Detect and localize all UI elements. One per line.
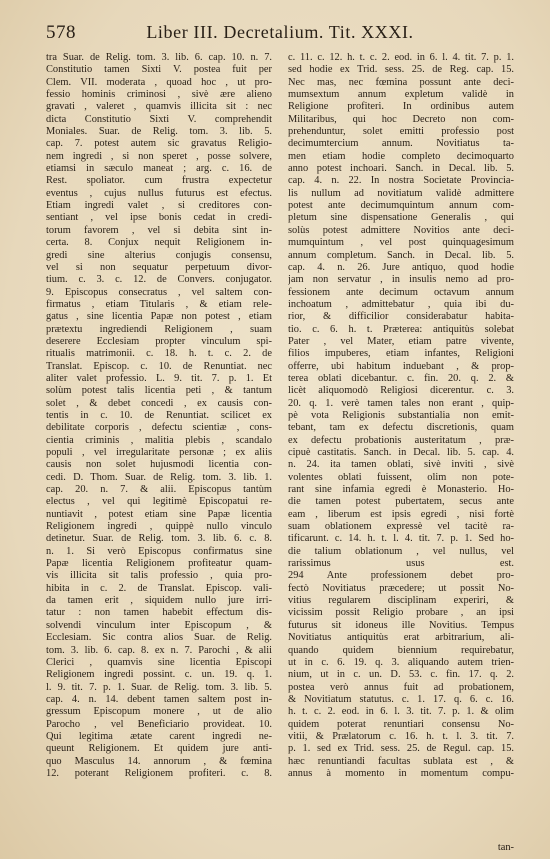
text-line: certa. 8. Conjux nequit Religionem in- xyxy=(46,237,272,249)
text-line: volentes oblati fuissent, olim non pote- xyxy=(288,471,514,483)
page-header xyxy=(46,22,514,46)
text-line: annum completum. Sanch. in Decal. lib. 5. xyxy=(288,249,514,261)
text-line: hæc renuntiandi facultas sublata est , & xyxy=(288,755,514,767)
text-line: 20. q. 1. verè tamen tales non erant , quip- xyxy=(288,397,514,409)
text-line: p. 1. sed ex Trid. sess. 25. de Regul. cap. 15. xyxy=(288,743,514,755)
text-line: sed hodie ex Trid. sess. 25. de Reg. cap. 15. xyxy=(288,64,514,76)
text-line: Clerici , quamvis sine licentia Episcopi xyxy=(46,656,272,668)
text-line: inchoatum , admittebatur , quia ibi du- xyxy=(288,298,514,310)
text-line: electus , vel qui legitimè Episcopatui re- xyxy=(46,496,272,508)
text-line: mumsextum annum expletum validè in xyxy=(288,89,514,101)
text-line: cedi. D. Thom. Suar. de Relig. tom. 3. lib. 1. xyxy=(46,471,272,483)
text-line: cap. 7. potest autem sic gravatus Religio- xyxy=(46,138,272,150)
text-line: Moniales. Suar. de Relig. tom. 3. lib. 5. xyxy=(46,126,272,138)
running-title: Liber III. Decretalium. Tit. XXXI. xyxy=(146,22,414,42)
text-line: deserere Ecclesiam propter vinculum spi- xyxy=(46,335,272,347)
text-line: Clem. VII. moderata , quoad hoc , ut pro- xyxy=(46,76,272,88)
text-line: ex defectu probationis austeritatum , præ- xyxy=(288,434,514,446)
text-line: anno potest inchoari. Sanch. in Decal. lib. 5. xyxy=(288,163,514,175)
text-line: quando quidem biennium requirebatur, xyxy=(288,644,514,656)
text-line: futurus sit idoneus ille Novitius. Tempus xyxy=(288,619,514,631)
text-line: ut in c. 6. 19. q. 3. aliquando autem trien- xyxy=(288,656,514,668)
text-line: pè vota Religionis substantialia non emit- xyxy=(288,409,514,421)
text-line: rant sine infamia egredi è Monasterio. Ho- xyxy=(288,484,514,496)
text-line: Religionem ingredi , quippè nullo vinculo xyxy=(46,521,272,533)
text-line: debilitate corporis , defectu scientiæ , cons- xyxy=(46,422,272,434)
text-line: Etiam ingredi valet , si creditores con- xyxy=(46,200,272,212)
text-line: solùm potest talis licentia peti , & tantum xyxy=(46,385,272,397)
text-line: vel si non sequatur perpetuum divor- xyxy=(46,261,272,273)
text-line: torum favorem , vel si debita sint in- xyxy=(46,224,272,236)
text-line: populi , vel irregularitate personæ ; ex aliis xyxy=(46,447,272,458)
text-line: etiamsi in sæculo maneat ; arg. c. 16. de xyxy=(46,163,272,175)
text-line: Nec mas, nec fœmina possunt ante deci- xyxy=(288,76,514,88)
text-line: Parocho , vel Beneficiario provideat. 10. xyxy=(46,718,272,730)
text-line: causis non solet hujusmodi licentia con- xyxy=(46,459,272,471)
text-line: prehenduntur, solet emitti professio post xyxy=(288,126,514,138)
text-line: gatus , sine licentia Papæ non potest , etiam xyxy=(46,311,272,323)
text-line: vis illicita sit talis professio , quia pro- xyxy=(46,570,272,582)
text-line: jam non servatur , in insulis nemo ad pro- xyxy=(288,274,514,286)
text-line: fessio hominis criminosi , sivè ære alieno xyxy=(46,89,272,101)
text-line: prætextu ingrediendi Religionem , suam xyxy=(46,323,272,335)
text-line: 12. poterant Religionem profiteri. c. 8. xyxy=(46,767,272,779)
text-line: gravati , valeret , quamvis illicita sit : nec xyxy=(46,101,272,113)
text-line: Novitiatus antiquitùs erat arbitrarium, ali- xyxy=(288,632,514,644)
text-line: sentiant , vel ipse bonis cedat in credi- xyxy=(46,212,272,224)
text-line: 9. Episcopus consecratus , vel saltem con- xyxy=(46,286,272,298)
text-line: suam oblationem expressè vel tacitè ra- xyxy=(288,521,514,533)
text-line: postea verò annus fuit ad probationem, xyxy=(288,681,514,693)
text-line: potest ante decimumquintum annum com- xyxy=(288,200,514,212)
text-line: solet , & debet concedi , ex causis con- xyxy=(46,397,272,409)
text-line: detinetur. Suar. de Relig. tom. 3. lib. 6. c. 8. xyxy=(46,533,272,545)
text-line: men etiam hodie completo decimoquarto xyxy=(288,150,514,162)
text-line: rior, & difficilior considerabatur habita- xyxy=(288,311,514,323)
text-line: Rest. spoliator. cum frustra expectetur xyxy=(46,175,272,187)
text-line: Papæ licentia Religionem profiteatur quam- xyxy=(46,558,272,570)
text-line: tom. 3. lib. 6. cap. 8. ex n. 7. Parochi , & alii xyxy=(46,644,272,656)
text-line: Religione profiteri. In ordinibus autem xyxy=(288,101,514,113)
text-line: Qui legitima ætate carent ingredi ne- xyxy=(46,730,272,742)
text-line: cap. 20. n. 7. & alii. Episcopus tantùm xyxy=(46,484,272,496)
text-line: annus à momento in momentum compu- xyxy=(288,767,514,779)
text-line: 294 Ante professionem debet pro- xyxy=(288,570,514,582)
text-line: dicta Constitutio Sixti V. comprehendit xyxy=(46,113,272,125)
text-line: firmatus , etiam Titularis , & etiam rele- xyxy=(46,298,272,310)
text-line: tio. c. 6. h. t. Præterea: antiquitùs solebat xyxy=(288,323,514,335)
text-line: cientia criminis , malitia plebis , scandalo xyxy=(46,434,272,446)
text-line: nuntiavit , potest etiam sine Papæ licentia xyxy=(46,508,272,520)
catchword: tan- xyxy=(497,842,514,853)
text-line: solvendi vinculum inter Episcopum , & xyxy=(46,619,272,631)
text-line: & Novitiatum statutus. c. 1. 17. q. 6. c. 16. xyxy=(288,693,514,705)
text-line: hibita in c. 2. de Translat. Episcop. vali- xyxy=(46,582,272,594)
text-line: tium. c. 3. c. 12. de Convers. conjugator. xyxy=(46,274,272,286)
text-line: nem ingredi , si non speret , posse solvere, xyxy=(46,150,272,162)
text-line: gredi sine alterius conjugis consensu, xyxy=(46,249,272,261)
right-column xyxy=(288,52,514,841)
text-line: cap. 4. n. 26. Jure antiquo, quod hodie xyxy=(288,261,514,273)
text-line: fessionem ante decimum octavum annum xyxy=(288,286,514,298)
left-column xyxy=(46,52,272,841)
text-columns xyxy=(46,52,514,841)
text-line: terea oblati dicebantur. c. fin. 20. q. 2. & xyxy=(288,372,514,384)
text-line: solùs potest admittere Novitios ante deci- xyxy=(288,224,514,236)
text-line: l. 9. tit. 7. p. 1. Suar. de Relig. tom. 3. lib. 5. xyxy=(46,681,272,693)
page-number: 578 xyxy=(46,22,76,43)
text-line: nium, ut in c. un. D. 53. c. fin. 17. q. 2. xyxy=(288,669,514,681)
text-line: licèt aliquomodò Religiosi dicerentur. c. 3. xyxy=(288,385,514,397)
text-line: decimumtercium annum. Novitiatus ta- xyxy=(288,138,514,150)
text-line: quo Masculus 14. annorum , & fœmina xyxy=(46,755,272,767)
text-line: queunt Religionem. Et quidem jure anti- xyxy=(46,743,272,755)
text-line: lis nullum ad novitiatum validè admittere xyxy=(288,187,514,199)
text-line: filios impuberes, etiam infantes, Religioni xyxy=(288,348,514,360)
text-line: Translat. Episcop. c. 10. de Renuntiat. nec xyxy=(46,360,272,372)
text-line: fectò Novitiatus præcedere; ut possit No- xyxy=(288,582,514,594)
text-line: tentis in c. 10. de Renuntiat. scilicet ex xyxy=(46,409,272,421)
text-line: Constitutio tamen Sixti V. postea fuit per xyxy=(46,64,272,76)
text-line: vicissim possit Religio probare , an ipsi xyxy=(288,607,514,619)
text-line: h. t. c. 2. eod. in 6. l. 3. tit. 7. p. 1. & olim xyxy=(288,706,514,718)
text-line: Religionem ingredi possint. c. un. 19. q. 1. xyxy=(46,669,272,681)
text-line: offerre, ubi habitum induebant , & prop- xyxy=(288,360,514,372)
text-line: cap. 4. n. 22. In nostra Societate Provincia- xyxy=(288,175,514,187)
text-line: die tamen potest pubertatem, secus ante xyxy=(288,496,514,508)
text-line: Militaribus, qui hoc Decreto non com- xyxy=(288,113,514,125)
text-line: cipuè castitatis. Sanch. in Decal. lib. 5. cap. 4. xyxy=(288,447,514,458)
text-line: mumquintum , vel post quinquagesimum xyxy=(288,237,514,249)
text-line: n. 1. Si verò Episcopus confirmatus sine xyxy=(46,545,272,557)
text-line: ritualis matrimonii. c. 18. h. t. c. 2. de xyxy=(46,348,272,360)
text-line: cap. 4. n. 14. debent tamen saltem post in- xyxy=(46,693,272,705)
text-line: Ecclesiam. Sic contra alios Suar. de Relig. xyxy=(46,632,272,644)
text-line: pletum sine dispensatione Generalis , qui xyxy=(288,212,514,224)
text-line: n. 24. ita tamen oblati, sivè inviti , sivè xyxy=(288,459,514,471)
text-line: vitii, & Prælatorum c. 16. h. t. l. 3. tit. 7. xyxy=(288,730,514,742)
text-line: aliter valet professio. L. 9. tit. 7. p. 1. Et xyxy=(46,372,272,384)
text-line: tificarunt. c. 14. h. t. l. 4. tit. 7. p. 1. Sed ho- xyxy=(288,533,514,545)
text-line: da tamen erit , siquidem nullo jure irri- xyxy=(46,595,272,607)
text-line: die talium oblationum , vel nullus, vel xyxy=(288,545,514,557)
text-line: eam , liberum est ipsis egredi , nisi fortè xyxy=(288,508,514,520)
text-line: tatur : non tamen habebit effectum dis- xyxy=(46,607,272,619)
text-line: eventus , cujus nullus futurus est efectus. xyxy=(46,187,272,199)
text-line: Pater , vel Mater, etiam patre vivente, xyxy=(288,335,514,347)
text-line: quidem poterat renuntiari consensu No- xyxy=(288,718,514,730)
text-line: tebant, tam ex defectu discretionis, quam xyxy=(288,422,514,434)
text-line: c. 11. c. 12. h. t. c. 2. eod. in 6. l. 4. tit. 7. p. 1. xyxy=(288,52,514,63)
text-line: tra Suar. de Relig. tom. 3. lib. 6. cap. 10. n. 7. xyxy=(46,52,272,63)
text-line: vitius regularem disciplinam experiri, & xyxy=(288,595,514,607)
text-line: gressum Episcopum monere , ut de alio xyxy=(46,706,272,718)
text-line: rarissimus usus est. xyxy=(288,558,514,570)
